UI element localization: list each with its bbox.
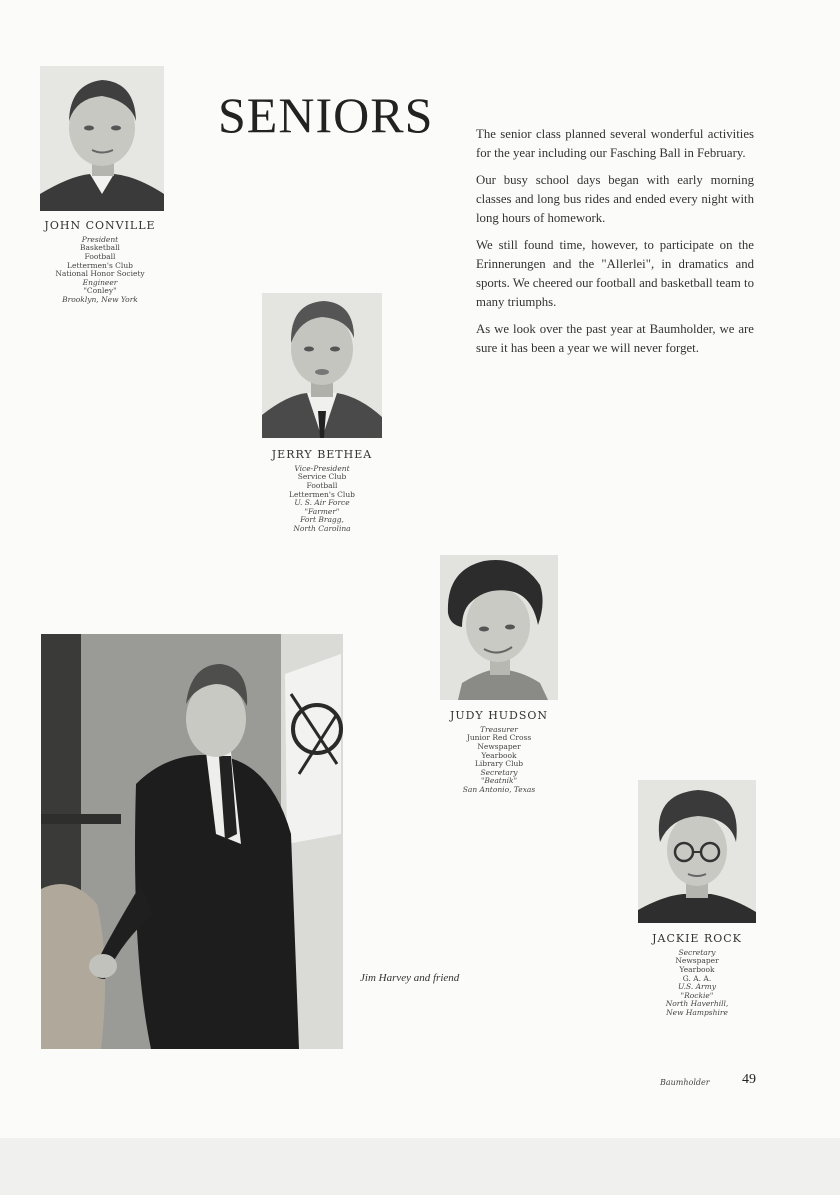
senior-activity: Lettermen's Club <box>289 489 355 499</box>
caption-john-conville <box>38 220 162 305</box>
senior-name: JERRY BETHEA <box>271 448 373 461</box>
senior-plans: U.S. Army <box>677 982 716 992</box>
senior-nickname: "Rockie" <box>680 990 714 1000</box>
senior-nickname: "Conley" <box>83 286 117 296</box>
footer-school-name: Baumholder <box>660 1078 710 1087</box>
caption-jerry-bethea <box>262 449 382 534</box>
candid-photo-jim-harvey <box>41 634 343 1049</box>
senior-activity: G. A. A. <box>682 973 712 983</box>
portrait-jerry-bethea <box>262 293 382 438</box>
caption-jackie-rock <box>636 933 758 1018</box>
senior-plans: Secretary <box>480 767 518 777</box>
caption-judy-hudson <box>438 710 560 795</box>
page-number: 49 <box>742 1072 756 1087</box>
portrait-judy-hudson <box>440 555 558 700</box>
senior-hometown: Fort Bragg, <box>300 515 344 525</box>
senior-activity: Newspaper <box>675 956 719 966</box>
senior-activity: Yearbook <box>679 964 715 974</box>
candid-caption: Jim Harvey and friend <box>360 972 460 984</box>
senior-name: JOHN CONVILLE <box>44 219 156 232</box>
senior-activity: Yearbook <box>481 750 517 760</box>
senior-activity: Library Club <box>474 759 524 769</box>
senior-activity: Newspaper <box>477 741 521 751</box>
senior-office: President <box>81 234 119 244</box>
intro-paragraph: Our busy school days began with early morning classes and long bus rides and ended every night with long hours of homework. <box>476 173 754 225</box>
senior-activity: Football <box>84 251 116 261</box>
senior-plans: U. S. Air Force <box>294 498 350 508</box>
senior-name: JUDY HUDSON <box>449 709 549 722</box>
intro-text <box>476 125 754 366</box>
senior-name: JACKIE ROCK <box>652 932 742 945</box>
senior-activity: Junior Red Cross <box>466 733 532 743</box>
senior-office: Vice-President <box>294 463 350 473</box>
intro-paragraph: We still found time, however, to participate on the Erinnerungen and the "Allerlei", in dramatics and sports. We cheered our football and basketball team to many triumphs. <box>476 238 754 309</box>
intro-paragraph: The senior class planned several wonderful activities for the year including our Fasching Ball in February. <box>476 127 754 160</box>
senior-activity: Football <box>306 480 338 490</box>
senior-office: Secretary <box>678 947 716 957</box>
senior-plans: Engineer <box>82 277 118 287</box>
page-bottom-margin <box>0 1138 840 1195</box>
portrait-john-conville <box>40 66 164 211</box>
page-title: SENIORS <box>218 87 434 143</box>
senior-activity: Lettermen's Club <box>67 260 133 270</box>
portrait-jackie-rock <box>638 780 756 923</box>
senior-hometown: North Haverhill, <box>665 999 729 1009</box>
senior-hometown: Brooklyn, New York <box>62 295 138 305</box>
senior-hometown: New Hampshire <box>666 1008 728 1018</box>
senior-nickname: "Farmer" <box>304 506 340 516</box>
senior-hometown: North Carolina <box>293 524 351 534</box>
senior-activity: Basketball <box>80 243 120 253</box>
intro-paragraph: As we look over the past year at Baumholder, we are sure it has been a year we will never forget. <box>476 322 754 355</box>
senior-activity: National Honor Society <box>55 269 145 279</box>
senior-activity: Service Club <box>297 472 347 482</box>
senior-nickname: "Beatnik" <box>480 776 518 786</box>
senior-office: Treasurer <box>480 724 518 734</box>
senior-hometown: San Antonio, Texas <box>462 785 536 795</box>
